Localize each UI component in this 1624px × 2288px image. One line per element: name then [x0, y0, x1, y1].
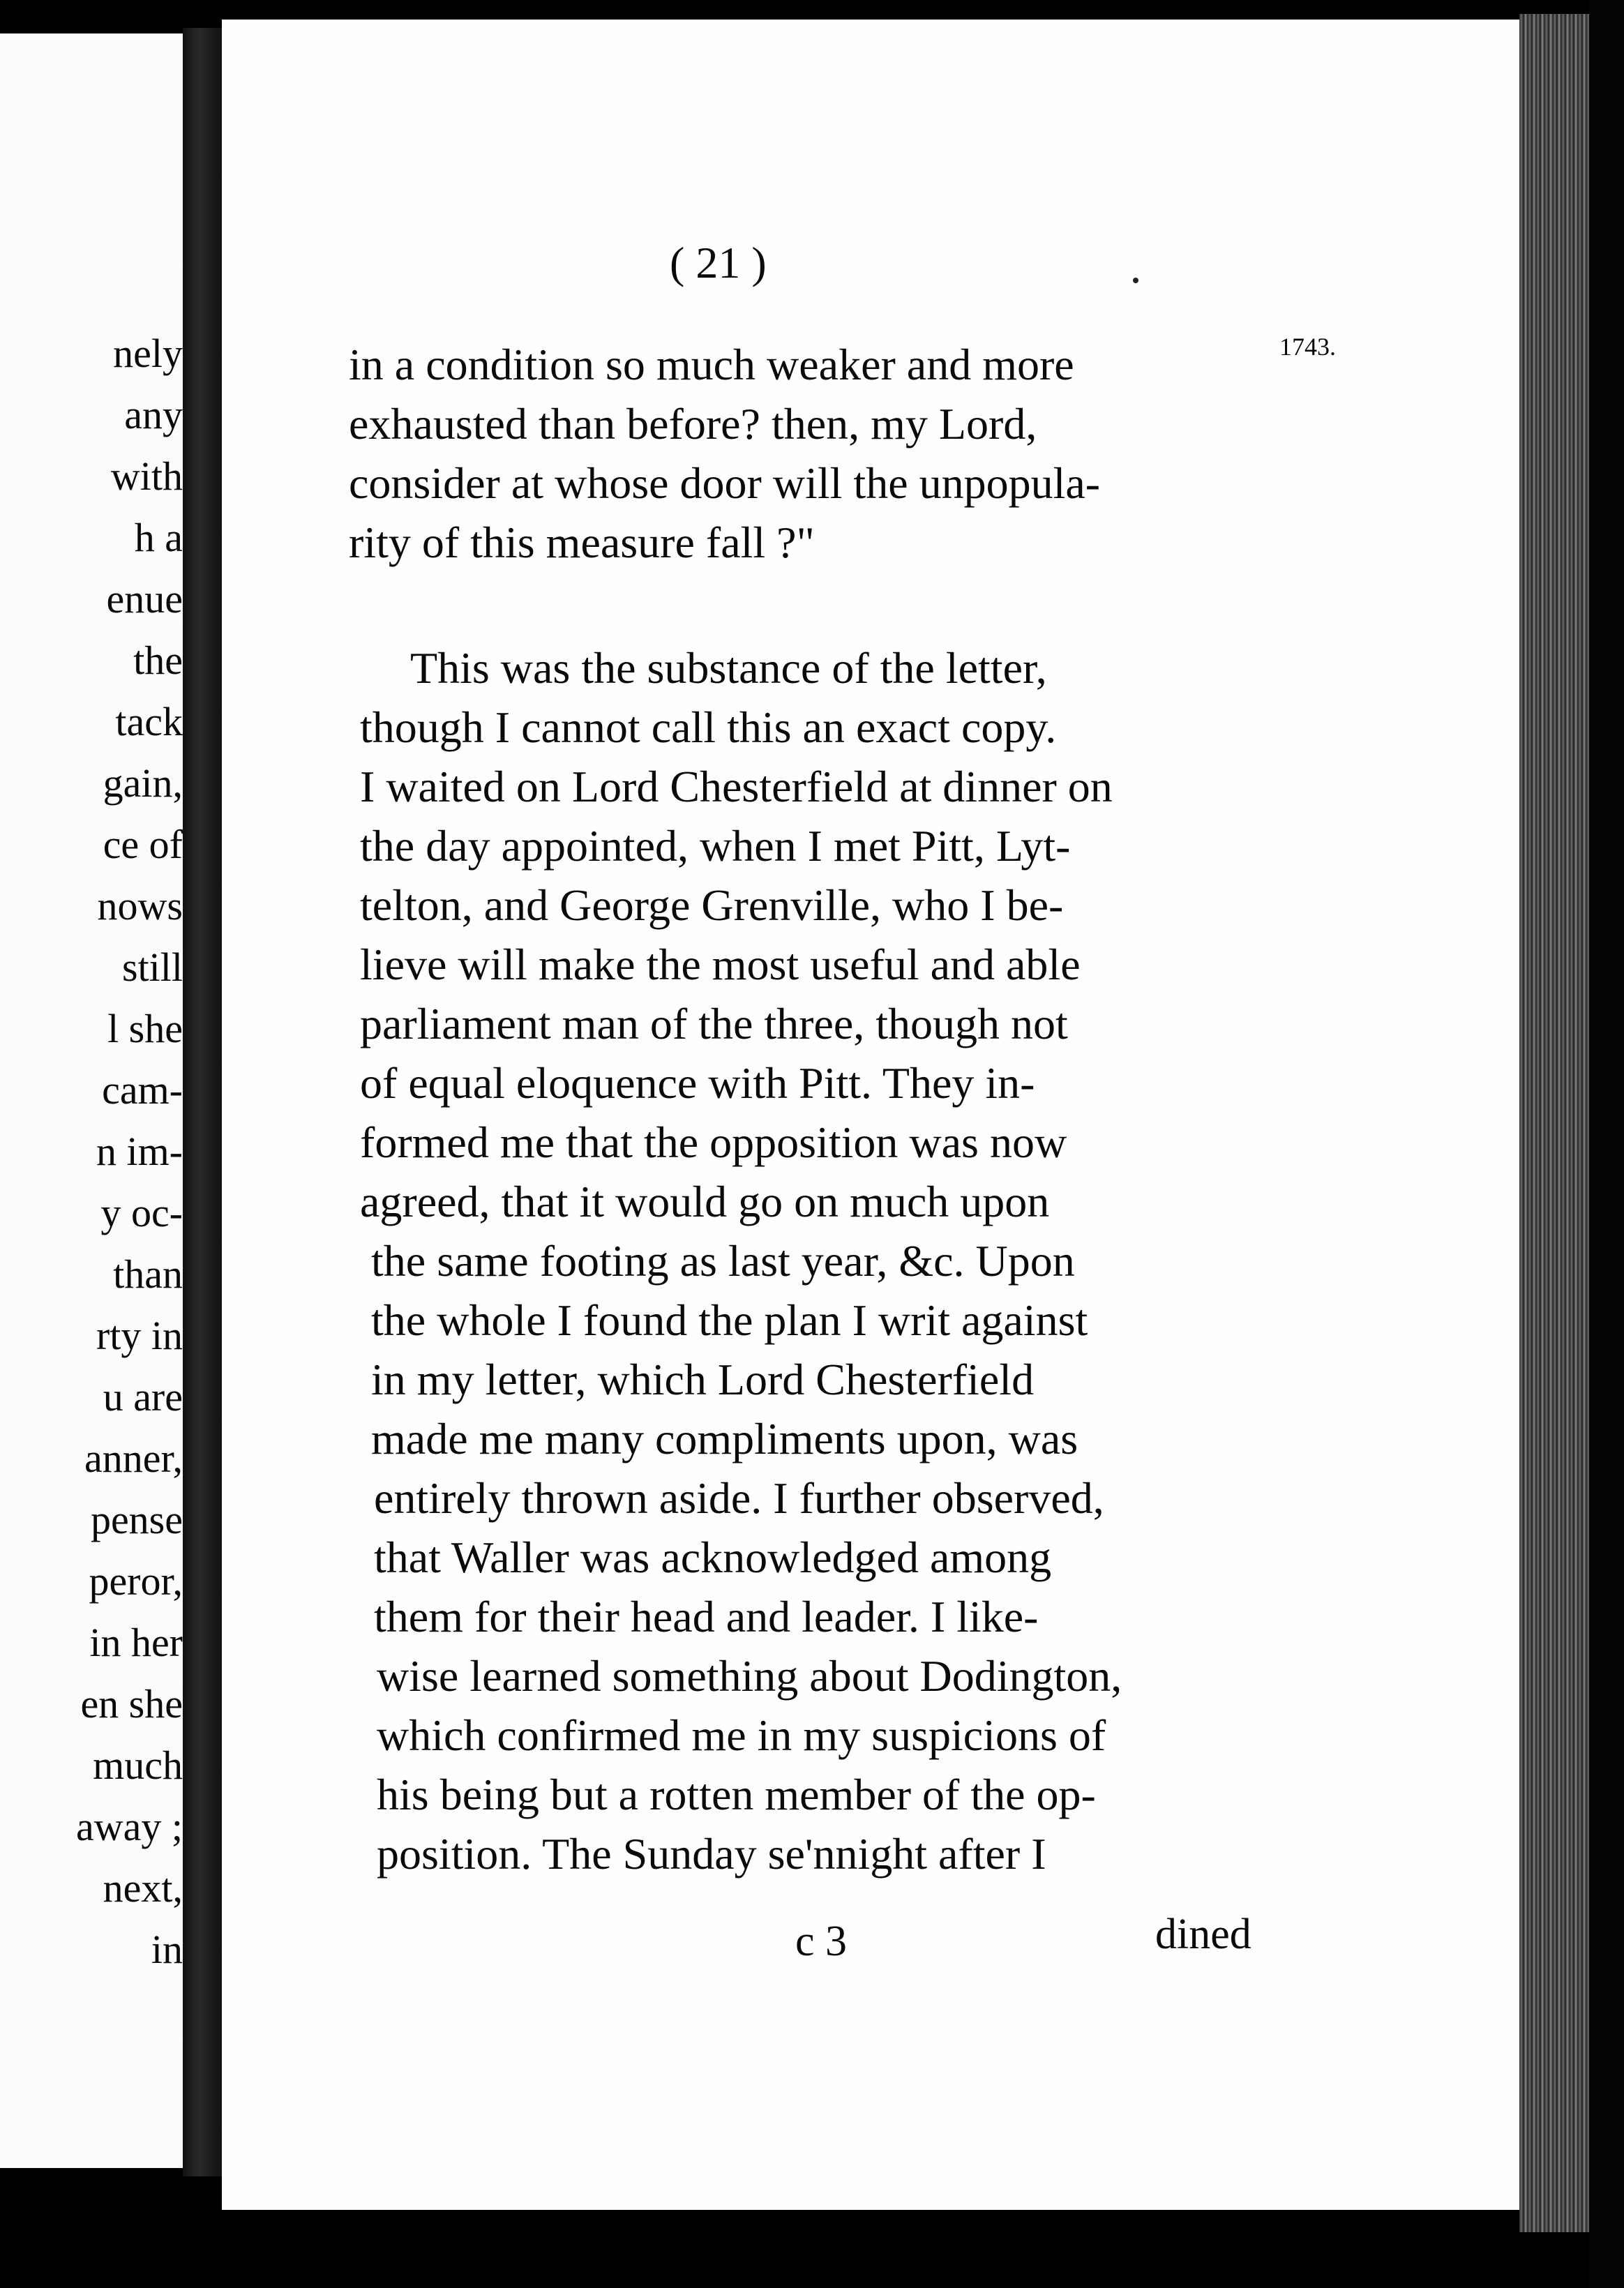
left-page-line: enue	[106, 576, 183, 622]
text-line: I waited on Lord Chesterfield at dinner on	[360, 762, 1113, 811]
text-line: rity of this measure fall ?"	[349, 518, 815, 567]
left-page-line: en she	[80, 1681, 183, 1726]
left-page-line: y oc-	[100, 1190, 183, 1235]
catchword: dined	[1155, 1911, 1251, 1958]
text-line: in a condition so much weaker and more	[349, 340, 1074, 389]
left-page-line: any	[124, 392, 183, 437]
text-line: though I cannot call this an exact copy.	[360, 702, 1057, 752]
left-page-line: rty in	[96, 1313, 183, 1358]
text-line: lieve will make the most useful and able	[360, 940, 1081, 989]
left-page-line: in	[151, 1927, 183, 1972]
page-number: ( 21 )	[670, 238, 767, 287]
left-page-line: n im-	[96, 1129, 183, 1174]
text-line: formed me that the opposition was now	[360, 1117, 1067, 1167]
text-line: consider at whose door will the unpopula-	[349, 458, 1101, 508]
left-page-line: pense	[90, 1497, 183, 1542]
left-page-line: the	[133, 638, 183, 683]
left-page-line: u are	[103, 1374, 183, 1420]
left-page-line: gain,	[103, 760, 183, 806]
text-line: his being but a rotten member of the op-	[377, 1770, 1096, 1819]
left-page-line: with	[110, 453, 183, 499]
text-line: which confirmed me in my suspicions of	[377, 1710, 1106, 1760]
text-line: agreed, that it would go on much upon	[360, 1177, 1050, 1226]
left-page-line: nows	[97, 883, 183, 928]
left-page-line: than	[113, 1251, 183, 1297]
ink-speck	[1133, 278, 1138, 283]
previous-page-fragment	[0, 33, 183, 2168]
left-page-line: nely	[113, 331, 183, 376]
text-line: them for their head and leader. I like-	[374, 1592, 1039, 1641]
left-page-line: peror,	[89, 1558, 183, 1604]
text-line: entirely thrown aside. I further observed,	[374, 1473, 1104, 1523]
text-line: of equal eloquence with Pitt. They in-	[360, 1058, 1035, 1108]
left-page-line: in her	[89, 1620, 183, 1665]
dark-background-edge	[1589, 0, 1624, 2288]
left-page-line: l she	[107, 1006, 183, 1051]
text-line: that Waller was acknowledged among	[374, 1533, 1052, 1582]
left-page-line: still	[121, 944, 183, 990]
text-line: the day appointed, when I met Pitt, Lyt-	[360, 821, 1071, 871]
text-line: This was the substance of the letter,	[410, 643, 1047, 693]
text-line: position. The Sunday se'nnight after I	[377, 1829, 1046, 1879]
text-line: in my letter, which Lord Chesterfield	[371, 1355, 1035, 1404]
text-line: the same footing as last year, &c. Upon	[371, 1236, 1075, 1286]
page-edge-stack	[1519, 14, 1589, 2232]
text-line: telton, and George Grenville, who I be-	[360, 880, 1064, 930]
text-line: made me many compliments upon, was	[371, 1414, 1078, 1463]
book-gutter	[183, 28, 225, 2176]
signature-mark: c 3	[795, 1918, 848, 1965]
left-page-line: ce of	[103, 822, 183, 867]
left-page-line: next,	[103, 1865, 183, 1911]
left-page-line: tack	[115, 699, 183, 744]
left-page-line: anner,	[84, 1436, 183, 1481]
book-page	[222, 20, 1542, 2210]
left-page-line: away ;	[76, 1804, 183, 1849]
text-line: wise learned something about Dodington,	[377, 1651, 1122, 1701]
left-page-line: h a	[134, 515, 183, 560]
text-line: parliament man of the three, though not	[360, 999, 1068, 1048]
left-page-line: much	[93, 1743, 183, 1788]
margin-year: 1743.	[1279, 333, 1336, 361]
left-page-line: cam-	[102, 1067, 183, 1113]
text-line: the whole I found the plan I writ against	[371, 1295, 1088, 1345]
text-line: exhausted than before? then, my Lord,	[349, 399, 1037, 449]
